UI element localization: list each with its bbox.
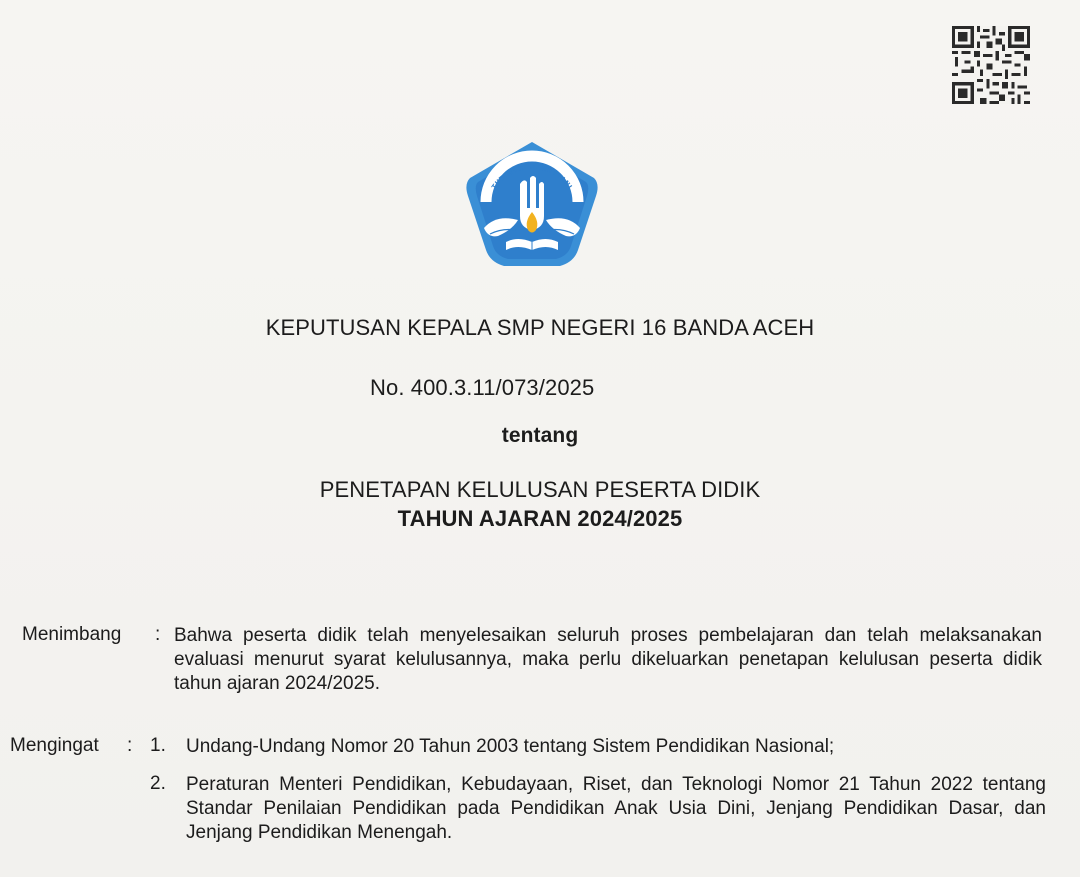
decree-title: KEPUTUSAN KEPALA SMP NEGERI 16 BANDA ACEH: [265, 315, 815, 340]
mengingat-item-number: 2.: [150, 773, 166, 794]
tut-wuri-handayani-logo: [462, 138, 602, 274]
mengingat-colon: :: [127, 735, 133, 756]
menimbang-colon: :: [155, 624, 161, 645]
menimbang-text: Bahwa peserta didik telah menyelesaikan seluruh proses pembelajaran dan telah melaksanakan evaluasi menurut syarat kelulusannya, maka perlu dikeluarkan penetapan kelulusan peserta didik tahun ajaran 2024/2025.: [174, 625, 1042, 694]
mengingat-item-text: Peraturan Menteri Pendidikan, Kebudayaan, Riset, dan Teknologi Nomor 21 Tahun 2022 tentang Standar Penilaian Pendidikan pada Pendidikan Anak Usia Dini, Jenjang Pendidikan Dasar, dan Jenjang Pendidikan Menengah.: [186, 774, 1046, 843]
decree-number: No. 400.3.11/073/2025: [370, 375, 595, 400]
menimbang-label: Menimbang: [22, 624, 122, 645]
mengingat-label: Mengingat: [10, 735, 99, 756]
logo-motto: TUT WURI HANDAYANI: [490, 164, 574, 191]
qr-code-icon: [952, 26, 1030, 104]
mengingat-item-number: 1.: [150, 735, 166, 756]
mengingat-item-text: Undang-Undang Nomor 20 Tahun 2003 tentang Sistem Pendidikan Nasional;: [186, 736, 835, 757]
decree-subject-line1: PENETAPAN KELULUSAN PESERTA DIDIK: [319, 477, 761, 502]
tentang-label: tentang: [501, 424, 579, 447]
decree-subject-line2: TAHUN AJARAN 2024/2025: [397, 506, 683, 531]
